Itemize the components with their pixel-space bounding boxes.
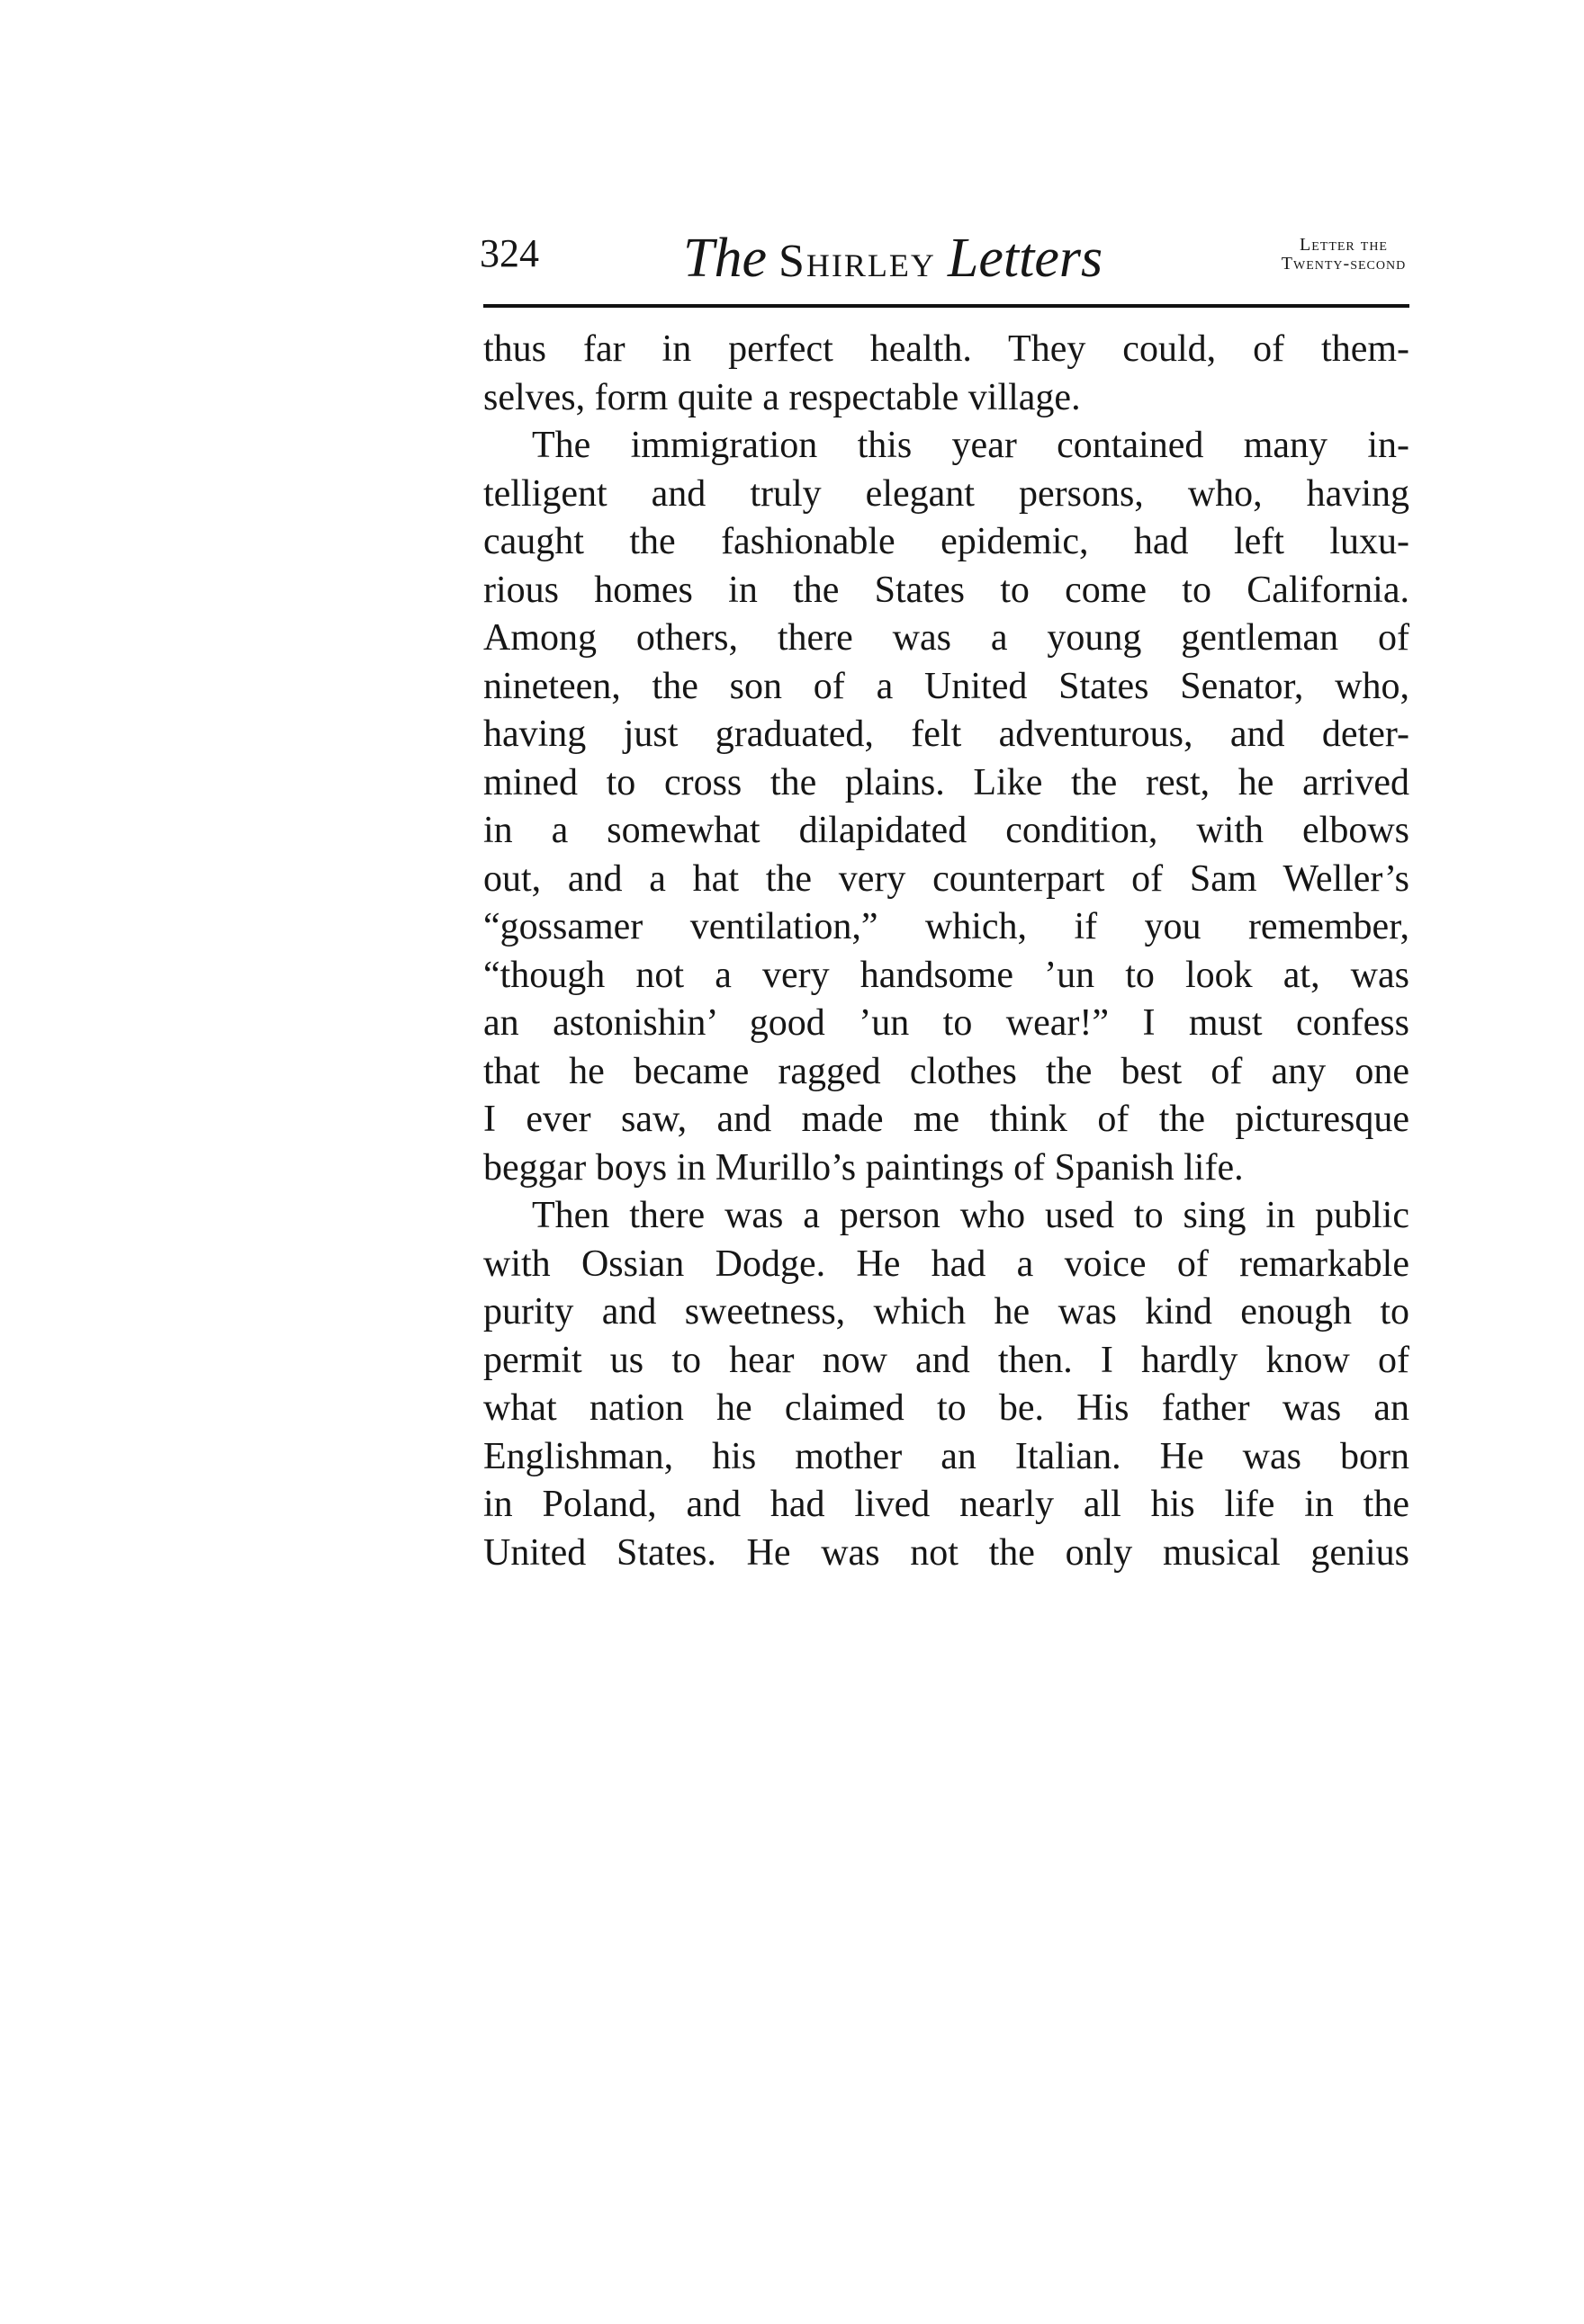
text-line: with Ossian Dodge. He had a voice of remarkable bbox=[483, 1243, 1409, 1285]
body-text bbox=[483, 326, 1409, 1577]
text-line: having just graduated, felt adventurous, and deter- bbox=[483, 713, 1409, 755]
letter-label-line-1: Letter the bbox=[1300, 235, 1388, 255]
text-line: rious homes in the States to come to California. bbox=[483, 569, 1409, 611]
text-line: beggar boys in Murillo’s paintings of Spanish life. bbox=[483, 1146, 1244, 1189]
text-line: in Poland, and had lived nearly all his life in the bbox=[483, 1484, 1409, 1525]
text-line: in a somewhat dilapidated condition, with elbows bbox=[483, 810, 1409, 851]
text-line: Among others, there was a young gentleman of bbox=[483, 617, 1409, 659]
text-line: caught the fashionable epidemic, had left luxu- bbox=[483, 521, 1409, 562]
text-line: “though not a very handsome ’un to look at, was bbox=[483, 954, 1409, 996]
text-line: “gossamer ventilation,” which, if you remember, bbox=[483, 906, 1409, 947]
text-line: selves, form quite a respectable village. bbox=[483, 376, 1081, 418]
page-number: 324 bbox=[480, 231, 539, 275]
text-line: I ever saw, and made me think of the picturesque bbox=[483, 1099, 1409, 1140]
text-line: telligent and truly elegant persons, who, having bbox=[483, 472, 1409, 515]
text-line: nineteen, the son of a United States Senator, who, bbox=[483, 665, 1409, 707]
running-head bbox=[480, 227, 1407, 304]
text-line: out, and a hat the very counterpart of Sam Weller’s bbox=[483, 857, 1409, 900]
text-line: permit us to hear now and then. I hardly know of bbox=[483, 1339, 1409, 1381]
letter-label-line-2: Twenty-second bbox=[1281, 254, 1407, 274]
paragraph-start-line: Then there was a person who used to sing in public bbox=[532, 1195, 1409, 1236]
text-line: purity and sweetness, which he was kind enough to bbox=[483, 1291, 1409, 1332]
text-line: Englishman, his mother an Italian. He was born bbox=[483, 1435, 1409, 1477]
book-title-shirley: Shirley bbox=[778, 236, 936, 287]
book-title-letters: Letters bbox=[947, 228, 1103, 289]
paragraph-start-line: The immigration this year contained many in- bbox=[532, 425, 1409, 466]
book-title-the: The bbox=[683, 228, 767, 289]
book-title bbox=[683, 227, 1102, 291]
text-line: United States. He was not the only musical genius bbox=[483, 1531, 1409, 1574]
text-line: that he became ragged clothes the best of any one bbox=[483, 1050, 1409, 1092]
text-line: an astonishin’ good ’un to wear!” I must confess bbox=[483, 1002, 1409, 1044]
text-line: thus far in perfect health. They could, of them- bbox=[483, 328, 1409, 370]
text-line: what nation he claimed to be. His father was an bbox=[483, 1387, 1409, 1429]
header-rule bbox=[483, 304, 1409, 308]
letter-label bbox=[1277, 236, 1410, 274]
text-line: mined to cross the plains. Like the rest, he arrived bbox=[483, 761, 1409, 803]
